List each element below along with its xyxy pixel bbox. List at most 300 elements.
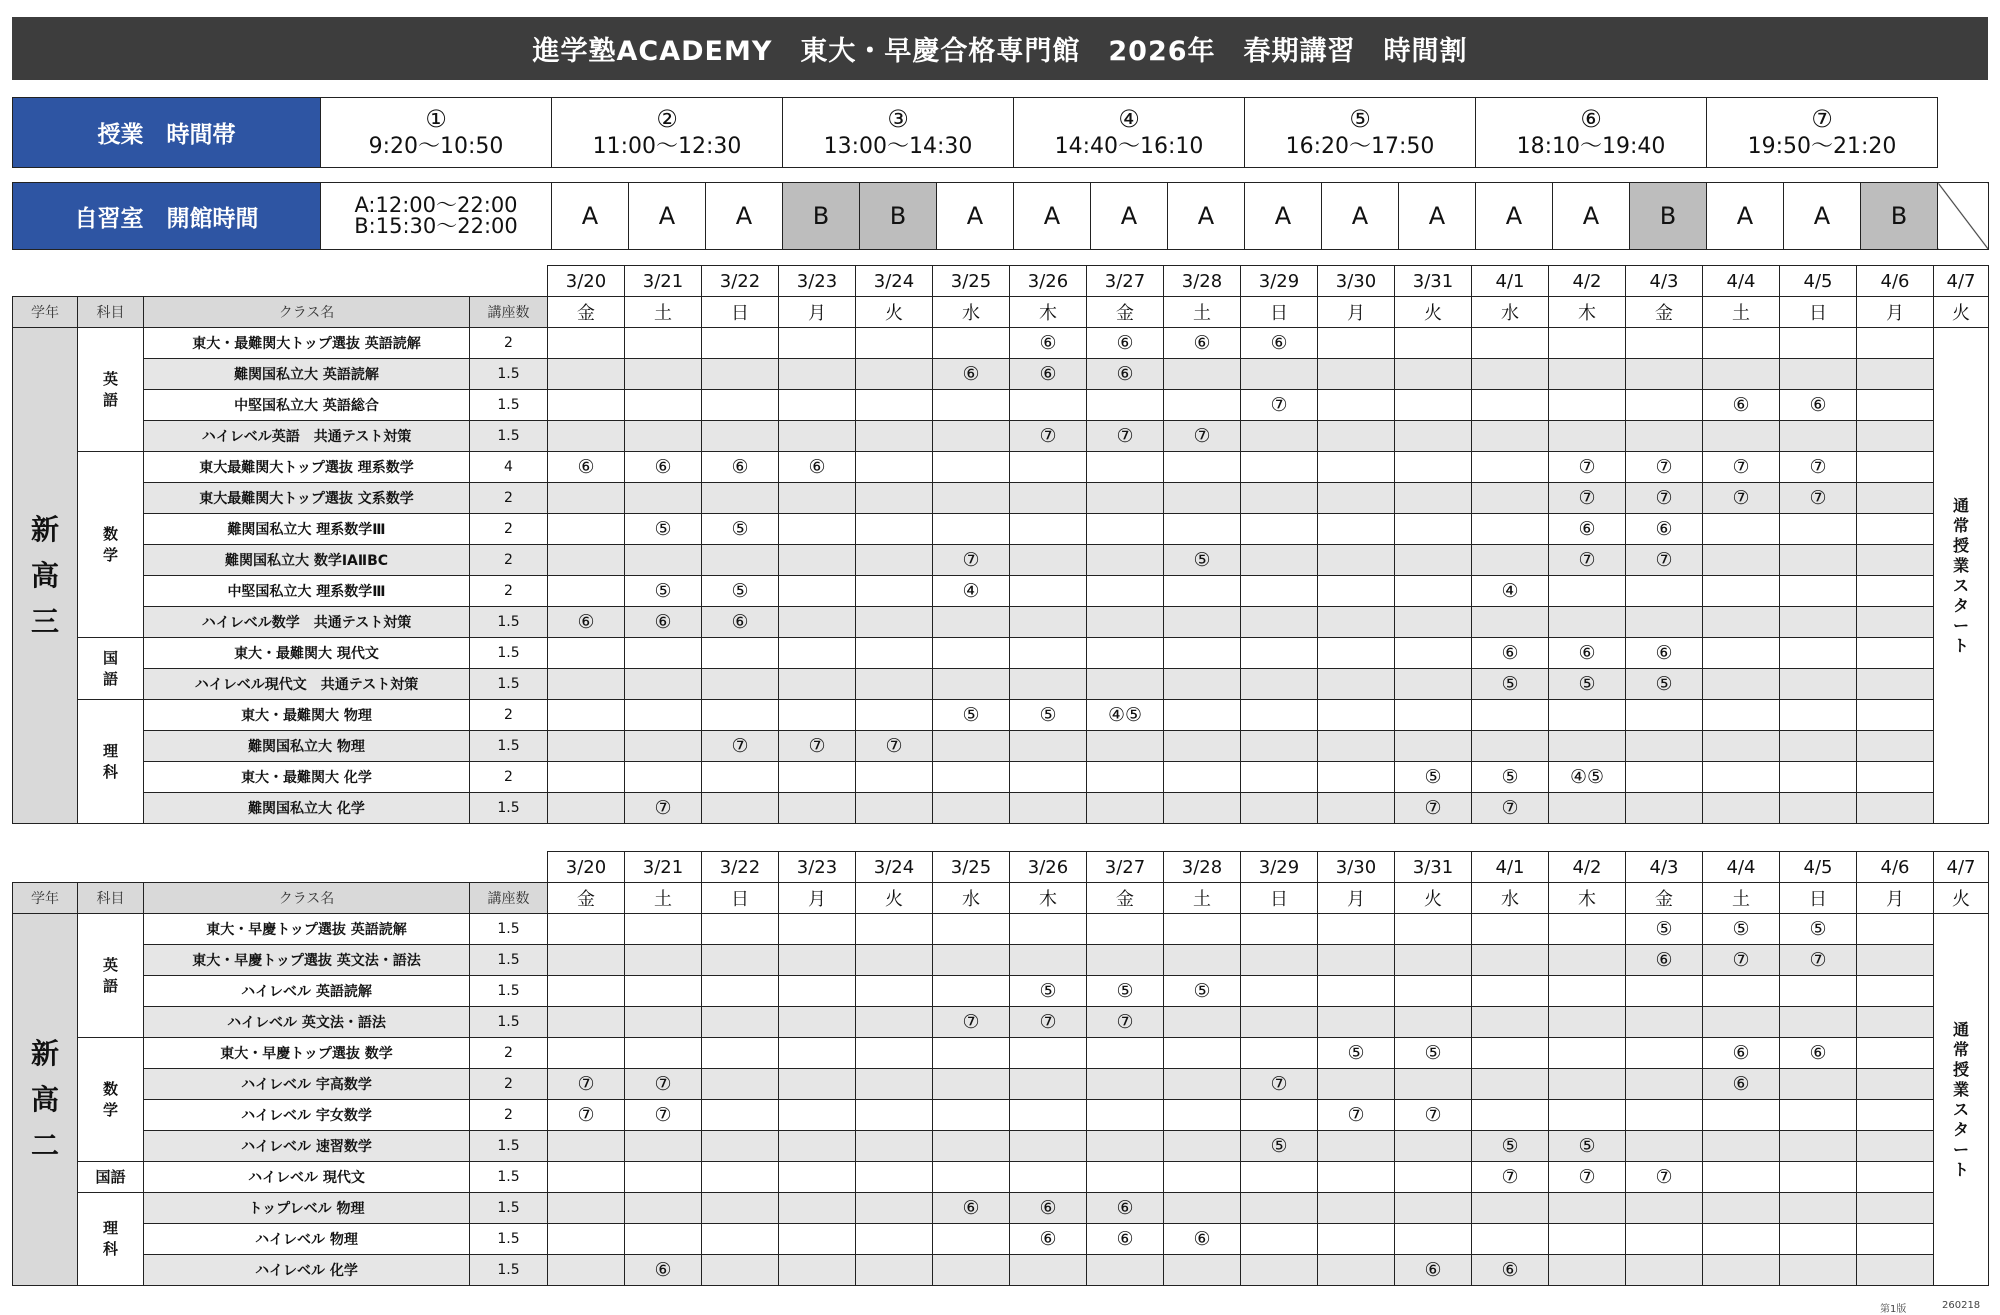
schedule-cell: [1164, 638, 1241, 669]
period-time: 16:20～17:50: [1285, 133, 1435, 159]
weekday-cell: 火: [1395, 297, 1472, 328]
schedule-cell: [548, 576, 625, 607]
schedule-cell: ⑤: [1626, 669, 1703, 700]
class-row: [13, 1131, 1989, 1162]
period-time: 19:50～21:20: [1747, 133, 1897, 159]
date-cell: 4/3: [1626, 266, 1703, 297]
period-time: 9:20～10:50: [368, 133, 504, 159]
schedule-cell: [1857, 390, 1934, 421]
schedule-cell: ⑤: [1780, 914, 1857, 945]
schedule-cell: ⑥: [933, 1193, 1010, 1224]
schedule-cell: [625, 638, 702, 669]
header-spacer: [13, 266, 548, 297]
schedule-cell: [548, 1255, 625, 1286]
weekday-cell: 火: [1934, 297, 1989, 328]
schedule-cell: [1626, 1038, 1703, 1069]
schedule-cell: [1780, 1162, 1857, 1193]
schedule-cell: [1241, 483, 1318, 514]
weekday-cell: 木: [1010, 883, 1087, 914]
schedule-cell: [933, 1224, 1010, 1255]
schedule-cell: ⑥: [1626, 638, 1703, 669]
schedule-cell: [1857, 1069, 1934, 1100]
schedule-cell: [1010, 1069, 1087, 1100]
class-name: 中堅国私立大 理系数学Ⅲ: [144, 576, 470, 607]
class-row: [13, 390, 1989, 421]
schedule-cell: [1318, 793, 1395, 824]
study-room-type: B: [783, 183, 860, 250]
schedule-cell: [1472, 514, 1549, 545]
schedule-cell: [1395, 328, 1472, 359]
study-room-type: A: [1476, 183, 1553, 250]
schedule-cell: [1318, 914, 1395, 945]
date-cell: 4/7: [1934, 852, 1989, 883]
schedule-cell: [1472, 1069, 1549, 1100]
schedule-cell: [1780, 328, 1857, 359]
period-number: ⑥: [1580, 104, 1602, 133]
date-cell: 3/23: [779, 266, 856, 297]
schedule-cell: [1318, 452, 1395, 483]
schedule-cell: [1549, 793, 1626, 824]
schedule-cell: [1318, 731, 1395, 762]
date-cell: 4/1: [1472, 852, 1549, 883]
schedule-cell: ⑦: [1087, 421, 1164, 452]
schedule-cell: ⑥: [1164, 328, 1241, 359]
schedule-cell: [625, 669, 702, 700]
schedule-cell: [1857, 669, 1934, 700]
schedule-cell: [1395, 1224, 1472, 1255]
schedule-cell: [1703, 638, 1780, 669]
period-table: [12, 97, 1938, 168]
class-name: 東大・最難関大 現代文: [144, 638, 470, 669]
schedule-cell: [779, 1038, 856, 1069]
schedule-cell: [1780, 607, 1857, 638]
class-name: 東大・早慶トップ選抜 数学: [144, 1038, 470, 1069]
schedule-cell: [1010, 762, 1087, 793]
schedule-cell: [1857, 1255, 1934, 1286]
class-row: [13, 421, 1989, 452]
schedule-cell: [933, 421, 1010, 452]
subject-label: 国語: [78, 1162, 144, 1193]
period-time: 18:10～19:40: [1516, 133, 1666, 159]
schedule-cell: [1472, 483, 1549, 514]
schedule-cell: ⑤: [625, 576, 702, 607]
weekday-cell: 金: [1626, 883, 1703, 914]
schedule-cell: [1703, 607, 1780, 638]
class-name: 難関国私立大 化学: [144, 793, 470, 824]
schedule-cell: [1087, 607, 1164, 638]
schedule-cell: [1472, 421, 1549, 452]
schedule-cell: [856, 483, 933, 514]
lesson-count: 1.5: [470, 1255, 548, 1286]
schedule-cell: [625, 545, 702, 576]
schedule-cell: [702, 700, 779, 731]
schedule-cell: [548, 945, 625, 976]
schedule-cell: ⑦: [1626, 483, 1703, 514]
schedule-cell: [1241, 1038, 1318, 1069]
schedule-cell: [779, 545, 856, 576]
schedule-cell: [1395, 359, 1472, 390]
schedule-cell: [856, 945, 933, 976]
schedule-cell: [625, 1224, 702, 1255]
period-cell: [1245, 98, 1476, 168]
schedule-cell: [548, 669, 625, 700]
schedule-cell: [1857, 638, 1934, 669]
date-cell: 4/1: [1472, 266, 1549, 297]
schedule-cell: ⑥: [1780, 1038, 1857, 1069]
schedule-cell: [1241, 669, 1318, 700]
schedule-cell: [1626, 1255, 1703, 1286]
class-row: [13, 452, 1989, 483]
schedule-cell: [1318, 669, 1395, 700]
date-cell: 4/4: [1703, 266, 1780, 297]
schedule-cell: [1010, 638, 1087, 669]
schedule-cell: ⑦: [548, 1100, 625, 1131]
schedule-cell: ⑥: [1703, 1069, 1780, 1100]
schedule-cell: [779, 1224, 856, 1255]
schedule-cell: [933, 1131, 1010, 1162]
schedule-cell: ⑦: [1549, 1162, 1626, 1193]
schedule-cell: ⑥: [1626, 945, 1703, 976]
schedule-cell: [1857, 1131, 1934, 1162]
schedule-cell: [856, 1224, 933, 1255]
count-header: 講座数: [470, 883, 548, 914]
schedule-cell: [1087, 914, 1164, 945]
lesson-count: 2: [470, 576, 548, 607]
study-room-type: A: [552, 183, 629, 250]
schedule-cell: [856, 359, 933, 390]
study-room-type: A: [1399, 183, 1476, 250]
schedule-cell: [1241, 1224, 1318, 1255]
class-row: [13, 1007, 1989, 1038]
schedule-cell: [1241, 359, 1318, 390]
class-row: [13, 1162, 1989, 1193]
schedule-cell: [1087, 390, 1164, 421]
schedule-cell: [1472, 452, 1549, 483]
schedule-cell: [1780, 669, 1857, 700]
schedule-cell: [933, 731, 1010, 762]
schedule-cell: [933, 1069, 1010, 1100]
schedule-cell: ⑥: [1472, 638, 1549, 669]
schedule-cell: [548, 1193, 625, 1224]
class-row: [13, 1100, 1989, 1131]
period-time: 14:40～16:10: [1054, 133, 1204, 159]
schedule-cell: [856, 914, 933, 945]
schedule-cell: [1472, 1100, 1549, 1131]
schedule-cell: ⑥: [1087, 1224, 1164, 1255]
class-row: [13, 483, 1989, 514]
period-number: ⑤: [1349, 104, 1371, 133]
schedule-cell: [1241, 976, 1318, 1007]
weekday-cell: 金: [1087, 883, 1164, 914]
regular-class-start-note: 通 常 授 業 ス タ ー ト: [1934, 328, 1989, 824]
schedule-cell: [1318, 483, 1395, 514]
date-cell: 4/2: [1549, 266, 1626, 297]
schedule-cell: [1164, 669, 1241, 700]
schedule-cell: [1549, 1069, 1626, 1100]
schedule-cell: [1626, 359, 1703, 390]
schedule-cell: [779, 607, 856, 638]
schedule-cell: ⑥: [1087, 328, 1164, 359]
schedule-cell: [1241, 545, 1318, 576]
schedule-cell: [1626, 793, 1703, 824]
schedule-cell: [933, 390, 1010, 421]
schedule-cell: [1087, 1038, 1164, 1069]
document-code: 260218: [1942, 1300, 1981, 1311]
schedule-cell: [1241, 421, 1318, 452]
schedule-cell: [702, 1007, 779, 1038]
schedule-cell: [1626, 421, 1703, 452]
schedule-cell: [1857, 359, 1934, 390]
schedule-cell: [779, 762, 856, 793]
schedule-cell: [1010, 1038, 1087, 1069]
schedule-cell: [1164, 1038, 1241, 1069]
schedule-cell: ⑥: [1549, 514, 1626, 545]
schedule-cell: ⑦: [1549, 545, 1626, 576]
lesson-count: 2: [470, 545, 548, 576]
weekday-cell: 月: [1857, 297, 1934, 328]
class-row: [13, 1069, 1989, 1100]
schedule-cell: [1626, 731, 1703, 762]
schedule-cell: [625, 359, 702, 390]
schedule-cell: ⑦: [1549, 483, 1626, 514]
schedule-cell: [856, 607, 933, 638]
schedule-cell: [548, 1038, 625, 1069]
weekday-cell: 月: [779, 883, 856, 914]
weekday-cell: 水: [1472, 883, 1549, 914]
schedule-cell: [779, 359, 856, 390]
class-name: 東大・早慶トップ選抜 英語読解: [144, 914, 470, 945]
schedule-cell: ⑤: [1395, 762, 1472, 793]
schedule-cell: [1626, 576, 1703, 607]
schedule-cell: ⑥: [1010, 359, 1087, 390]
schedule-cell: [1857, 545, 1934, 576]
schedule-cell: [625, 914, 702, 945]
schedule-cell: ⑤: [1318, 1038, 1395, 1069]
lesson-count: 2: [470, 1100, 548, 1131]
subject-label: 英 語: [78, 914, 144, 1038]
schedule-cell: ⑦: [1472, 793, 1549, 824]
schedule-cell: ⑦: [625, 1100, 702, 1131]
class-name: トップレベル 物理: [144, 1193, 470, 1224]
schedule-cell: [548, 638, 625, 669]
schedule-cell: [1318, 1193, 1395, 1224]
schedule-cell: ⑥: [1010, 1193, 1087, 1224]
weekday-cell: 木: [1010, 297, 1087, 328]
schedule-cell: [1857, 1193, 1934, 1224]
schedule-cell: ⑦: [1010, 421, 1087, 452]
schedule-cell: [1010, 607, 1087, 638]
study-room-time-b: B:15:30～22:00: [354, 214, 518, 238]
schedule-cell: ⑤: [1395, 1038, 1472, 1069]
weekday-cell: 月: [1318, 883, 1395, 914]
schedule-cell: [779, 1100, 856, 1131]
schedule-cell: [933, 976, 1010, 1007]
schedule-cell: [1626, 390, 1703, 421]
schedule-cell: ⑦: [1703, 945, 1780, 976]
schedule-cell: ⑦: [933, 545, 1010, 576]
period-cell: [783, 98, 1014, 168]
schedule-cell: [1241, 1162, 1318, 1193]
schedule-cell: ⑥: [1703, 390, 1780, 421]
weekday-cell: 木: [1549, 883, 1626, 914]
schedule-cell: [1241, 514, 1318, 545]
schedule-cell: [1626, 1193, 1703, 1224]
regular-class-start-note: 通 常 授 業 ス タ ー ト: [1934, 914, 1989, 1286]
class-name: 東大・最難関大 物理: [144, 700, 470, 731]
schedule-cell: [933, 638, 1010, 669]
schedule-cell: [548, 914, 625, 945]
lesson-count: 2: [470, 1069, 548, 1100]
date-cell: 3/20: [548, 266, 625, 297]
schedule-cell: [856, 328, 933, 359]
schedule-cell: [1857, 1100, 1934, 1131]
class-name: ハイレベル 宇高数学: [144, 1069, 470, 1100]
schedule-cell: [779, 976, 856, 1007]
schedule-cell: [1241, 607, 1318, 638]
schedule-cell: [1857, 914, 1934, 945]
period-time: 11:00～12:30: [592, 133, 742, 159]
lesson-count: 1.5: [470, 976, 548, 1007]
schedule-cell: [1087, 483, 1164, 514]
schedule-cell: [702, 328, 779, 359]
lesson-count: 2: [470, 328, 548, 359]
schedule-cell: [1780, 421, 1857, 452]
subject-label: 数 学: [78, 1038, 144, 1162]
weekday-cell: 日: [1241, 297, 1318, 328]
schedule-cell: [1857, 483, 1934, 514]
schedule-cell: [1857, 731, 1934, 762]
study-room-type: B: [860, 183, 937, 250]
schedule-cell: [625, 1007, 702, 1038]
schedule-cell: [1549, 576, 1626, 607]
period-number: ②: [656, 104, 678, 133]
class-row: [13, 1224, 1989, 1255]
schedule-cell: [1241, 576, 1318, 607]
date-cell: 4/3: [1626, 852, 1703, 883]
schedule-cell: ⑦: [1780, 452, 1857, 483]
schedule-cell: [625, 762, 702, 793]
schedule-cell: [548, 359, 625, 390]
schedule-cell: [702, 1069, 779, 1100]
class-name: 東大・早慶トップ選抜 英文法・語法: [144, 945, 470, 976]
class-row: [13, 976, 1989, 1007]
schedule-cell: [1703, 669, 1780, 700]
subject-label: 理 科: [78, 1193, 144, 1286]
class-header: クラス名: [144, 883, 470, 914]
schedule-cell: [1318, 1162, 1395, 1193]
class-name: 難関国私立大 物理: [144, 731, 470, 762]
schedule-cell: [1549, 1007, 1626, 1038]
lesson-count: 1.5: [470, 359, 548, 390]
schedule-cell: ⑥: [548, 452, 625, 483]
schedule-cell: [548, 762, 625, 793]
schedule-cell: [702, 390, 779, 421]
schedule-cell: ⑥: [625, 607, 702, 638]
date-cell: 4/5: [1780, 852, 1857, 883]
schedule-cell: [1395, 945, 1472, 976]
schedule-cell: [856, 1255, 933, 1286]
schedule-cell: [702, 1224, 779, 1255]
schedule-cell: [548, 976, 625, 1007]
class-name: ハイレベル 速習数学: [144, 1131, 470, 1162]
schedule-cell: [1626, 700, 1703, 731]
schedule-cell: [1318, 1255, 1395, 1286]
schedule-cell: [1010, 514, 1087, 545]
weekday-cell: 土: [1703, 883, 1780, 914]
schedule-cell: [702, 762, 779, 793]
schedule-cell: ⑥: [702, 452, 779, 483]
schedule-cell: [933, 793, 1010, 824]
schedule-cell: [702, 945, 779, 976]
schedule-cell: ⑦: [1395, 793, 1472, 824]
schedule-cell: [1318, 1224, 1395, 1255]
class-row: [13, 638, 1989, 669]
schedule-cell: [1241, 914, 1318, 945]
weekday-row: [13, 297, 1989, 328]
schedule-cell: [1395, 514, 1472, 545]
schedule-cell: [1318, 1069, 1395, 1100]
lesson-count: 1.5: [470, 669, 548, 700]
schedule-cell: [1703, 359, 1780, 390]
date-cell: 3/26: [1010, 852, 1087, 883]
date-cell: 4/4: [1703, 852, 1780, 883]
schedule-cell: ⑥: [1241, 328, 1318, 359]
schedule-cell: [1780, 545, 1857, 576]
schedule-cell: [702, 483, 779, 514]
schedule-cell: [1087, 545, 1164, 576]
schedule-cell: ⑥: [1703, 1038, 1780, 1069]
schedule-cell: ⑦: [625, 793, 702, 824]
study-room-label: 自習室 開館時間: [13, 183, 321, 250]
class-row: [13, 914, 1989, 945]
schedule-cell: [1010, 452, 1087, 483]
schedule-cell: [1857, 607, 1934, 638]
schedule-cell: ⑥: [1087, 1193, 1164, 1224]
schedule-cell: ⑦: [856, 731, 933, 762]
schedule-cell: [1780, 514, 1857, 545]
schedule-cell: [856, 1193, 933, 1224]
lesson-count: 1.5: [470, 793, 548, 824]
schedule-cell: [1549, 1038, 1626, 1069]
schedule-cell: [856, 1069, 933, 1100]
schedule-cell: [548, 421, 625, 452]
schedule-cell: [1164, 945, 1241, 976]
schedule-cell: [1087, 1131, 1164, 1162]
schedule-cell: [1087, 1162, 1164, 1193]
schedule-cell: [548, 1131, 625, 1162]
schedule-cell: [1010, 731, 1087, 762]
study-room-time-a: A:12:00～22:00: [354, 193, 518, 217]
class-row: [13, 762, 1989, 793]
date-cell: 3/24: [856, 852, 933, 883]
date-cell: 3/20: [548, 852, 625, 883]
schedule-cell: ⑥: [1472, 1255, 1549, 1286]
schedule-cell: [1318, 390, 1395, 421]
schedule-cell: ⑦: [1703, 483, 1780, 514]
lesson-count: 1.5: [470, 914, 548, 945]
subject-header: 科目: [78, 297, 144, 328]
study-room-table: [12, 182, 1989, 250]
lesson-count: 1.5: [470, 1162, 548, 1193]
count-header: 講座数: [470, 297, 548, 328]
schedule-table: [12, 265, 1989, 824]
schedule-cell: [1164, 700, 1241, 731]
schedule-cell: [933, 483, 1010, 514]
weekday-cell: 金: [548, 883, 625, 914]
schedule-cell: [1626, 762, 1703, 793]
schedule-cell: [1164, 607, 1241, 638]
schedule-cell: [625, 421, 702, 452]
